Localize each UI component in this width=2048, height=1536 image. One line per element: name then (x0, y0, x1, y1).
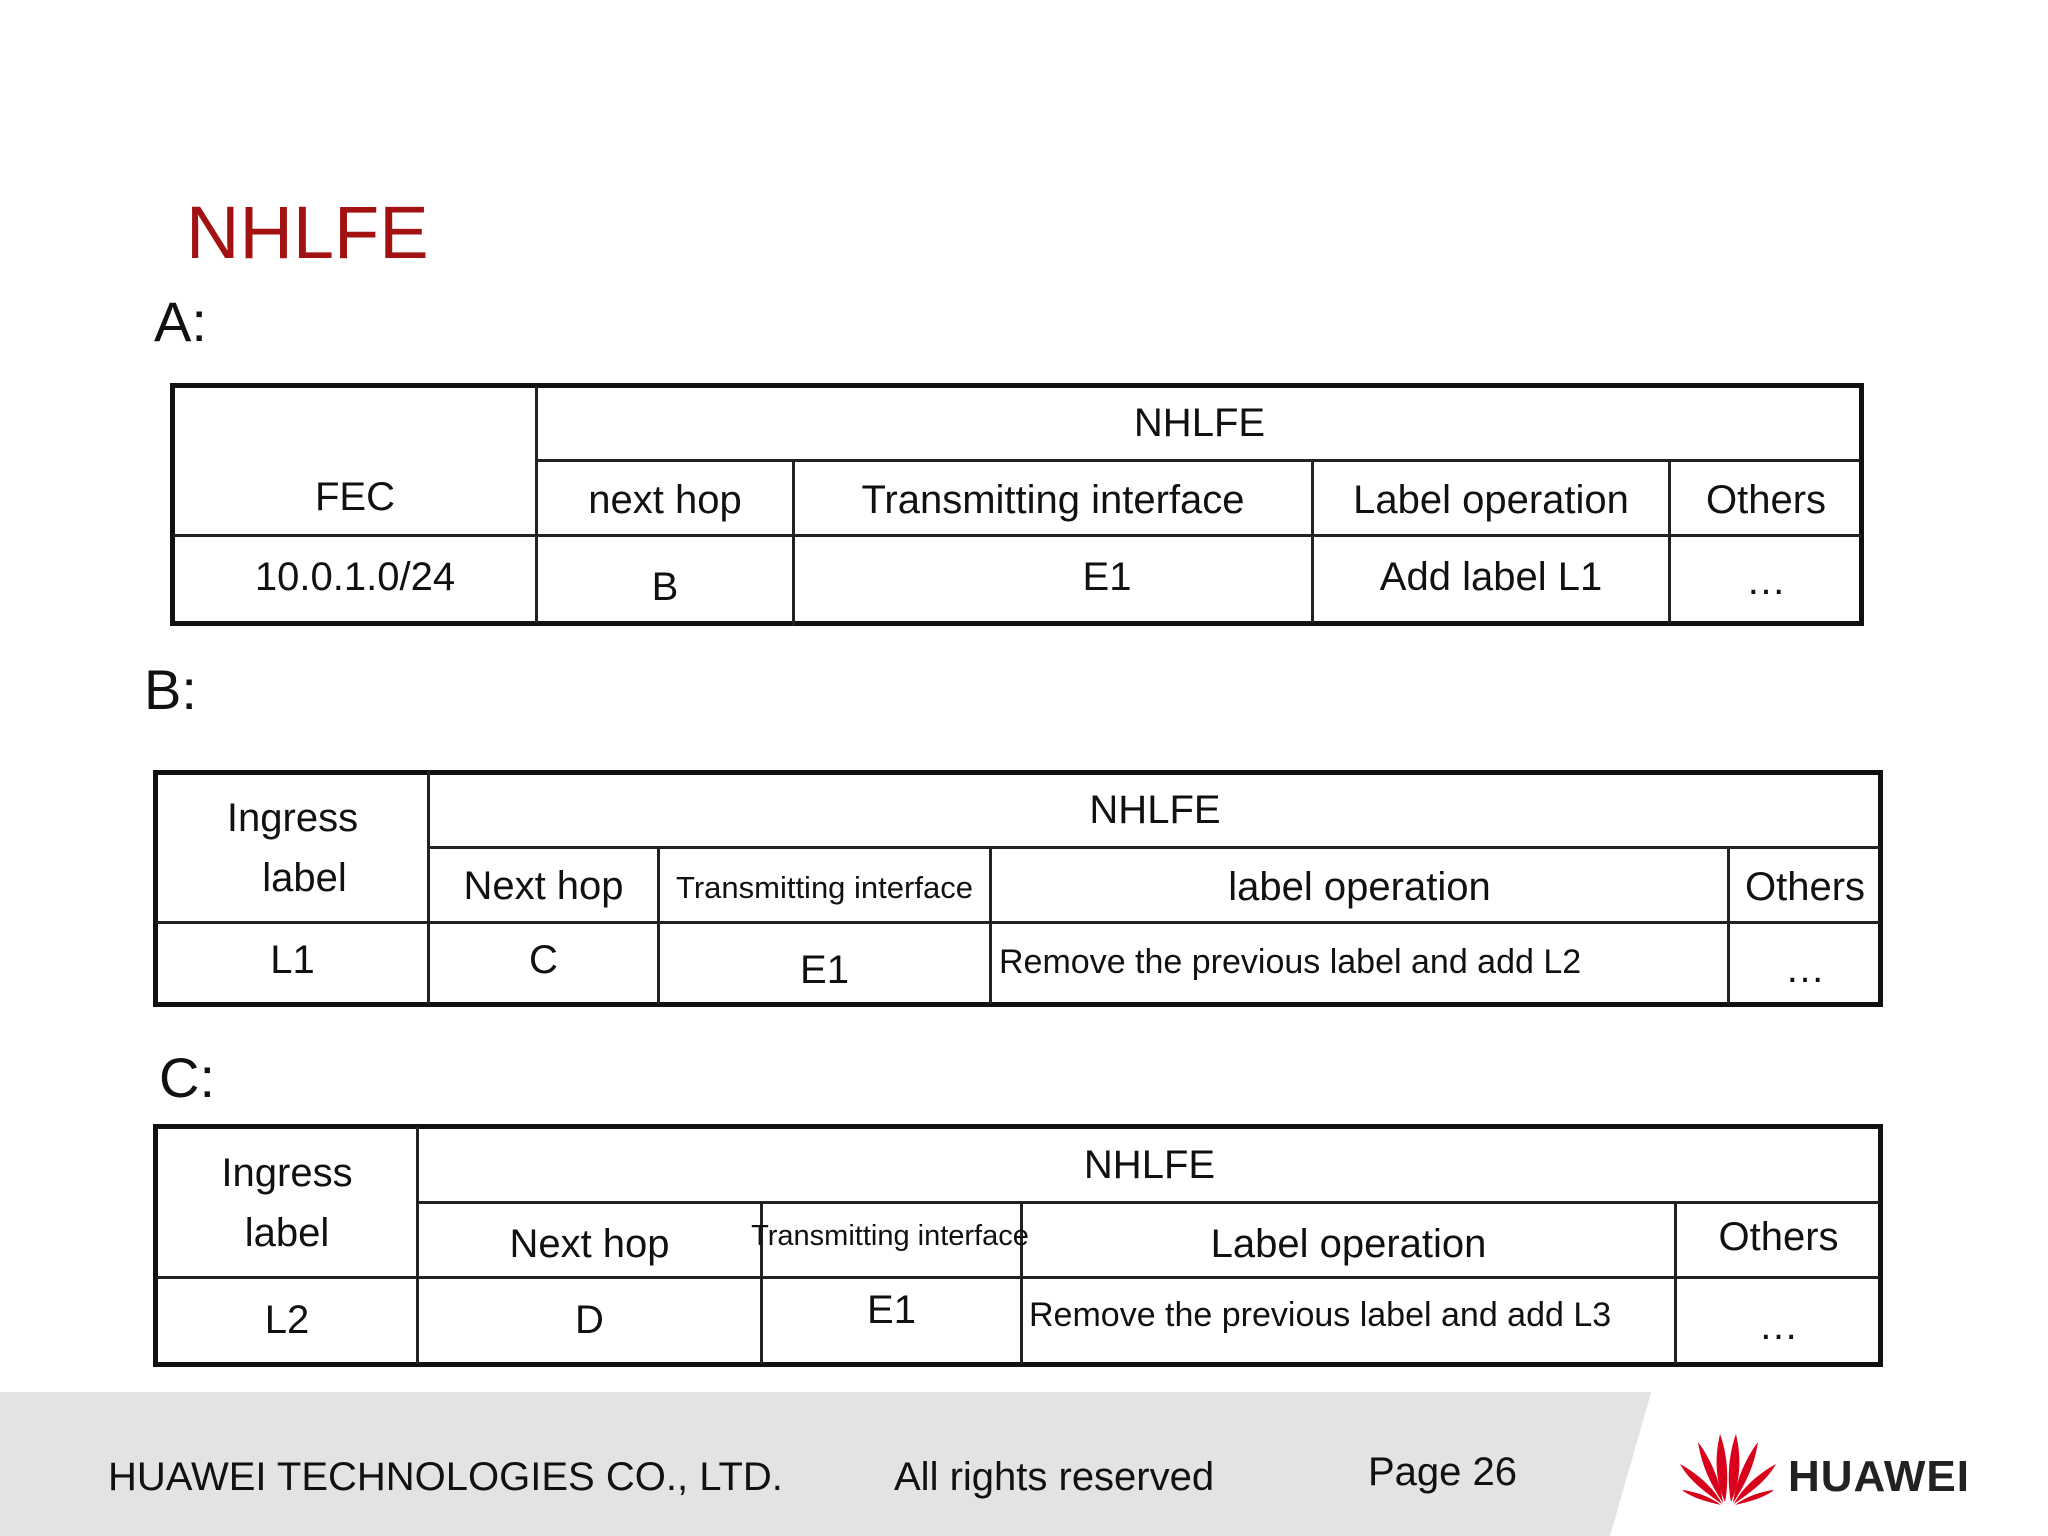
table-a-cell-interface: E1 (1082, 554, 1132, 599)
table-a-nhlfe-header: NHLFE (1133, 401, 1266, 445)
table-c-header-others: Others (1718, 1214, 1839, 1259)
table-b-cell-interface: E1 (800, 947, 849, 992)
footer-company: HUAWEI TECHNOLOGIES CO., LTD. (108, 1455, 783, 1499)
table-b-ingress-line2: label (262, 856, 347, 900)
table-b-nhlfe-header: NHLFE (1089, 788, 1221, 832)
footer-page-number: Page 26 (1368, 1450, 1518, 1494)
table-c-rule-1 (418, 1201, 1880, 1204)
table-c-nhlfe-header: NHLFE (1083, 1143, 1216, 1187)
table-b-header-others: Others (1744, 865, 1866, 909)
table-b-header-label-operation: label operation (1228, 865, 1491, 909)
table-c-header-transmitting-interface: Transmitting interface (751, 1219, 1029, 1252)
table-c-cell-next-hop: D (575, 1297, 604, 1342)
footer-rights: All rights reserved (894, 1455, 1215, 1499)
table-b-cell-ingress-label: L1 (270, 937, 315, 982)
table-c-ingress-header (158, 1129, 416, 1276)
table-b-ingress-header (158, 775, 427, 921)
table-c-ingress-line2: label (244, 1210, 330, 1255)
section-label-a: A: (154, 290, 207, 353)
table-c-cell-interface: E1 (867, 1287, 916, 1332)
table-a-header-label-operation: Label operation (1353, 477, 1629, 522)
table-a-cell-label-operation: Add label L1 (1379, 554, 1603, 599)
table-b-cell-label-operation: Remove the previous label and add L2 (999, 942, 1582, 981)
section-label-b: B: (144, 658, 197, 721)
table-b-cell-next-hop: C (529, 937, 558, 982)
table-c-header-next-hop: Next hop (509, 1221, 670, 1266)
table-c-cell-ingress-label: L2 (264, 1297, 310, 1342)
table-a-header-others: Others (1705, 477, 1827, 522)
table-b-header-transmitting-interface: Transmitting interface (676, 869, 973, 905)
table-c-cell-label-operation: Remove the previous label and add L3 (1029, 1295, 1612, 1334)
table-a-cell-fec: 10.0.1.0/24 (254, 554, 456, 599)
table-a-header-transmitting-interface: Transmitting interface (861, 477, 1245, 522)
table-b-ingress-line1: Ingress (226, 796, 359, 840)
table-c-cell-others: … (1758, 1303, 1799, 1348)
table-b-cell-others: … (1785, 946, 1825, 991)
table-c-ingress-line1: Ingress (221, 1150, 353, 1195)
table-b-rule-1 (428, 846, 1880, 849)
slide-title: NHLFE (186, 191, 429, 274)
table-b-header-next-hop: Next hop (463, 864, 624, 908)
table-a-rule-2 (173, 534, 1861, 537)
table-a-cell-next-hop: B (651, 564, 679, 609)
table-c-header-label-operation: Label operation (1210, 1221, 1487, 1266)
huawei-flower-logo-icon (1678, 1430, 1778, 1506)
footer-brand-wordmark: HUAWEI (1788, 1452, 1970, 1501)
table-a-rule-1 (536, 459, 1861, 462)
table-a-fec-header: FEC (315, 474, 395, 519)
table-a-cell-others: … (1746, 558, 1786, 603)
table-a-header-next-hop: next hop (588, 477, 742, 522)
table-b-rule-2 (156, 921, 1880, 924)
section-label-c: C: (159, 1046, 215, 1109)
